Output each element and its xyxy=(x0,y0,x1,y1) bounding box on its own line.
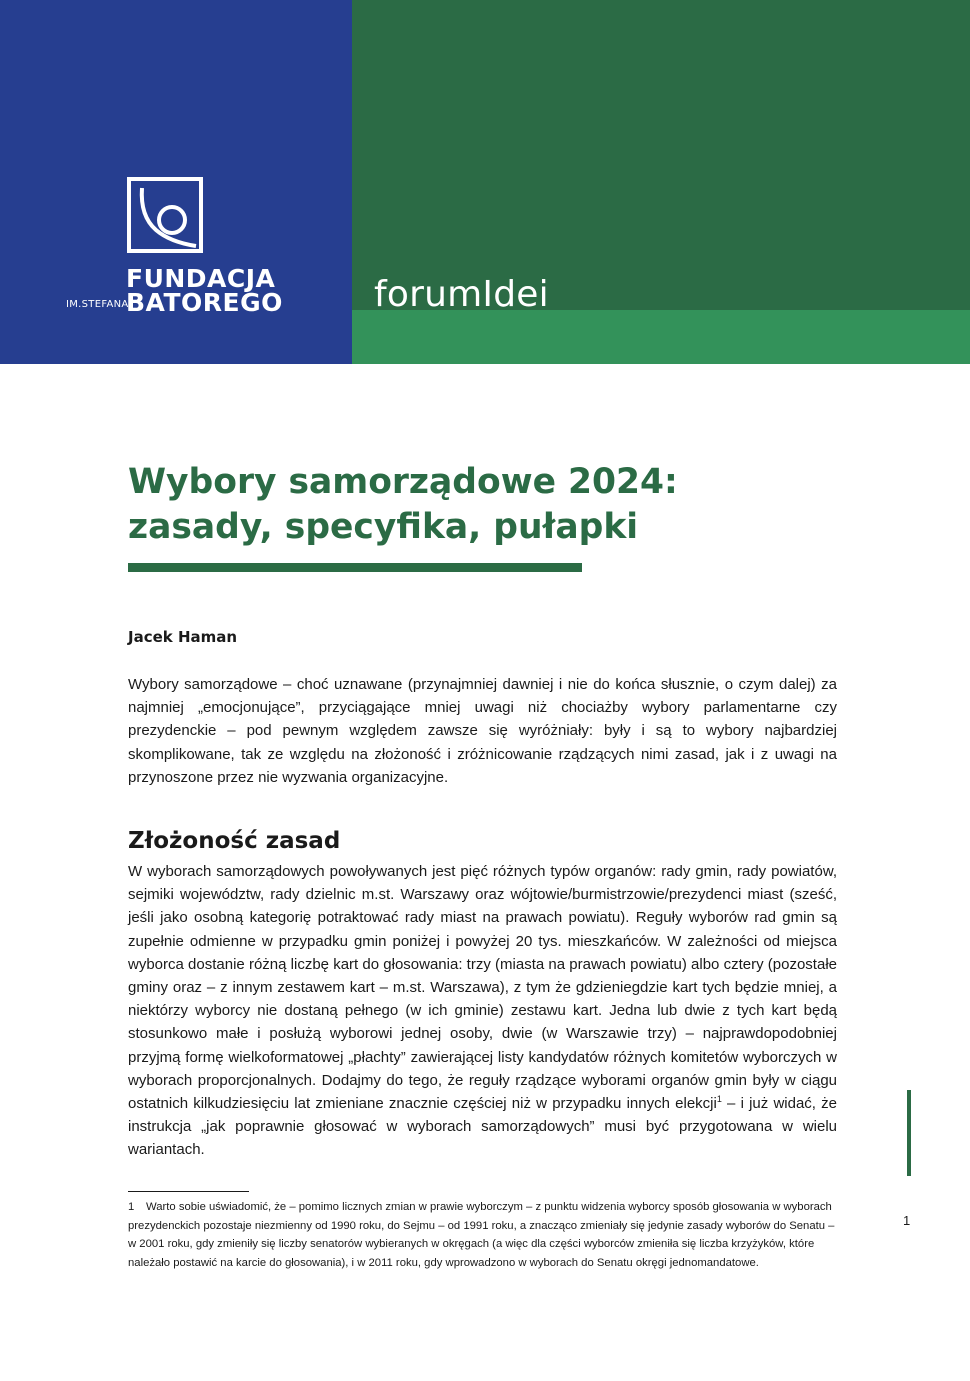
page-number: 1 xyxy=(903,1213,911,1228)
logo-name-line1: FUNDACJA xyxy=(126,264,276,293)
document-title xyxy=(128,460,848,550)
section-paragraph xyxy=(128,860,837,1162)
side-accent-bar xyxy=(907,1090,911,1176)
intro-paragraph: Wybory samorządowe – choć uznawane (przynajmniej dawniej i nie do końca słusznie, o czym dalej) za najmniej „emocjonujące”, przyciągające mniej uwagi niż chociażby wybory parlamentarne czy prezydenckie – pod pewnym względem zawsze się wyróżniały: były i są to wybory najbardziej skomplikowane, tak ze względu na złożoność i zróżnicowanie rządzących nimi zasad, jak i z uwagi na przynoszone przez nie wyzwania organizacyjne. xyxy=(128,676,837,786)
footnote-text: Warto sobie uświadomić, że – pomimo licznych zmian w prawie wyborczym – z punktu widzenia wyborcy sposób głosowania w wyborach prezydenckich pozostaje niezmienny od 1990 roku, do Sejmu – od 1991 roku, a znacząco zmieniały się jedynie zasady wyborów do Senatu – w 2001 roku, gdy zmieniły się liczby senatorów wybieranych w okręgach (a więc dla części wyborców zmieniła się liczba krzyżyków, które należało postawić na karcie do głosowania), i w 2011 roku, gdy wprowadzono w wyborach do Senatu okręgi jednomandatowe. xyxy=(128,1201,835,1269)
title-line-1: Wybory samorządowe 2024: xyxy=(128,462,678,502)
footnote xyxy=(128,1198,840,1272)
footnote-number: 1 xyxy=(128,1201,135,1213)
footnote-separator xyxy=(128,1191,249,1192)
section-heading: Złożoność zasad xyxy=(128,828,341,854)
title-underline xyxy=(128,563,582,572)
header-green-band xyxy=(352,310,970,364)
logo-name-line2: BATOREGO xyxy=(126,288,283,317)
author-name: Jacek Haman xyxy=(128,628,238,646)
section-text-part1: W wyborach samorządowych powoływanych jest pięć różnych typów organów: rady gmin, rady powiatów, sejmiki województw, rady dzielnic m.st. Warszawy oraz wójtowie/burmistrzowie/prezydenci miast (sześć, jeśli jako osobną kategorię potraktować rady miast na prawach powiatu). Reguły wyborów rad gmin są zupełnie odmienne w przypadku gmin poniżej i powyżej 20 tys. mieszkańców. W zależności od miejsca wyborca dostanie różną liczbę kart do głosowania: trzy (miasta na prawach powiatu) albo cztery (pozostałe gminy oraz – z innym zestawem kart – m.st. Warszawa), z tym że gdzieniegdzie kart tych będzie mniej, a niektórzy wyborcy nie dostaną pełnego (w ich gminie) zestawu kart. Jedna lub dwie z tych kart będą stosunkowo małe i posłużą wyborowi jednej osoby, dwie (w Warszawie trzy) – najprawdopodobniej przyjmą formę wielkoformatowej „płachty” zawierającej listy kandydatów różnych komitetów wyborczych w wyborach proporcjonalnych. Dodajmy do tego, że reguły rządzące wyborami organów gmin były w ciągu ostatnich kilkudziesięciu lat zmieniane znacznie częściej niż w przypadku innych elekcji xyxy=(128,863,837,1113)
brand-title: forumIdei xyxy=(374,274,549,315)
foundation-logo-icon xyxy=(126,176,206,256)
section-text-part2: – i już widać, że instrukcja „jak poprawnie głosować w wyborach samorządowych” musi być przygotowana w wielu wariantach. xyxy=(128,1095,837,1159)
header-green-panel xyxy=(352,0,970,310)
logo-prefix: IM.STEFANA xyxy=(66,299,129,310)
title-line-2: zasady, specyfika, pułapki xyxy=(128,507,639,547)
footnote-reference[interactable]: 1 xyxy=(716,1094,722,1105)
